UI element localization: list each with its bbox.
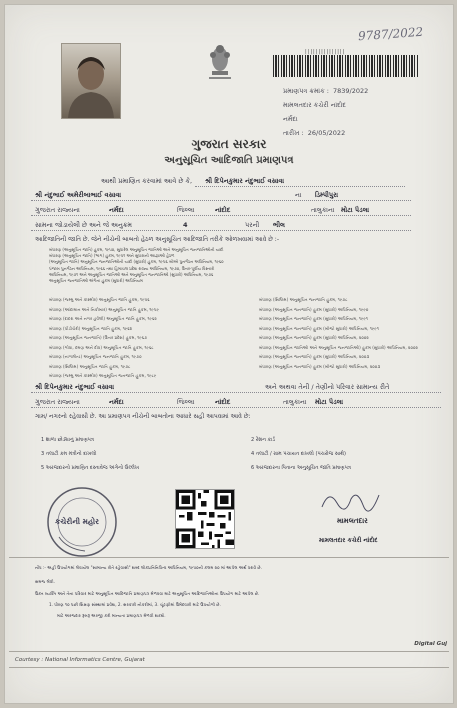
tribe-name: ભીલ	[273, 221, 285, 229]
courtesy: Courtesy : National Informatics Centre, Gujarat	[15, 657, 145, 663]
note-3: ઉક્ત વ્યક્તિ અને તેના પરિવાર માટે અનુસૂચિત આદિજાતિ પ્રમાણપત્ર મેળવવા માટે અનુસૂચિત આદિજાતિઓના ઉપયોગ માટે આપેલ છે.	[35, 591, 260, 596]
emblem-icon	[203, 39, 237, 85]
resident-name: શ્રી દિપેનકુમાર નંદુભાઈ વસાવા	[35, 383, 115, 391]
line1-pre: આથી પ્રમાણિત કરવામાં આવે છે કે,	[101, 177, 193, 185]
applicant-photo	[61, 43, 121, 119]
note-5: માટે અરજદાર રૂબરૂ અરજી કરી માન્યતા પ્રમાણપત્ર મેળવી શકશે.	[57, 613, 166, 618]
cert-number: પ્રમાણપત્ર ક્રમાંક : 7839/2022	[283, 87, 369, 95]
certificate-sheet: 9787/2022 ||||||||||||||| પ્રમાણપત્ર ક્રમાંક : 7839/2022 મામલતદાર કચેરી નાંદોદ નર્મદા તારીખ : 26/05/2022 ગુજરાત સરકાર અનુસૂચિત આદિજાતિ પ્રમાણપત્ર આથી પ્રમાણિત કરવામાં આવે છે કે, શ્રી દિપેનકુમાર નંદુભાઈ વસાવા શ્રી નંદુભાઈ અમેરીબાભાઈ વસાવા ના ડિમ્પીપુરા ગુજરાત રાજ્યના નર્મદા જિલ્લા નાંદોદ તાલુકાના મોટા પૈડલા સામના જોડાયેલી છે અને જે અનુક્રમ 4 પરની ભીલ આદિજાતિની જાતિ છે. જેને નીચેની બાબતો હેઠળ અનુસૂચિત આદિજાતિ તરીકે ઓળખવામાં આવે છે :- બંધારણ (અનુસૂચિત જાતિ) હુકમ, ૧૯૫૦, સુધારેલ અનુસૂચિત જાતિઓ અને અનુસૂચિત જનજાતિઓની યાદી બંધારણ (અનુસૂચિત જાતિ) (ભાગ) હુકમ, ૧૯૫૧ અને સુધારાની આજ્ઞાઓ હેઠળ (અનુસૂચિત જાતિ) અનુસૂચિત જનજાતિઓની યાદી (સુધારો) હુકમ, ૧૯૫૬ બોમ્બે પુનર્ગઠન અધિનિયમ, ૧૯૬૦ પંજાબ પુનર્ગઠન અધિનિયમ, ૧૯૬૬ તથા હિમાચલ પ્રદેશ રાજ્ય અધિનિયમ, ૧૯૭૦, ઉત્તર-પૂર્વીય વિસ્તારો અધિનિયમ, ૧૯૭૧ અને અનુસૂચિત જાતિઓ અને અનુસૂચિત જનજાતિઓ (સુધારો) અધિનિયમ, ૧૯૭૬ અનુસૂચિત જનજાતિઓ અંગેના હુકમ (સુધારો) અધિનિયમ બંધારણ (જમ્મુ અને કાશ્મીર) અનુસૂચિત જાતિ હુકમ, ૧૯૫૬ બંધારણ (આંદામાન અને નિકોબાર) અનુસૂચિત જાતિ હુકમ, ૧૯૫૯ બંધારણ (દાદરા અને નગર હવેલી) અનુસૂચિત જાતિ હુકમ, ૧૯૬૨ બંધારણ (પોંડીચેરી) અનુસૂચિત જાતિ હુકમ, ૧૯૬૪ બંધારણ (અનુસૂચિત જનજાતિ) (ઉત્તર પ્રદેશ) હુકમ, ૧૯૬૭ બંધારણ (ગોવા, દમણ અને દીવ) અનુસૂચિત જાતિ હુકમ, ૧૯૬૮ બંધારણ (નાગાલેન્ડ) અનુસૂચિત જનજાતિ હુકમ, ૧૯૭૦ બંધારણ (સિક્કિમ) અનુસૂચિત જાતિ હુકમ, ૧૯૭૮ બંધારણ (જમ્મુ અને કાશ્મીર) અનુસૂચિત જનજાતિ હુકમ, ૧૯૮૯ બંધારણ (સિક્કિમ) અનુસૂચિત જનજાતિ હુકમ, ૧૯૭૮ બંધારણ (અનુસૂચિત જનજાતિ) હુકમ (સુધારો) અધિનિયમ, ૧૯૯૦ બંધારણ (અનુસૂચિત જનજાતિ) હુકમ (સુધારો) અધિનિયમ, ૧૯૯૧ બંધારણ (અનુસૂચિત જનજાતિ) હુકમ (બીજો સુધારો) અધિનિયમ, ૧૯૯૧ બંધારણ (અનુસૂચિત જનજાતિ) હુકમ (સુધારો) અધિનિયમ, ૨૦૦૨ બંધારણ (અનુસૂચિત જાતિઓ અને અનુસૂચિત જનજાતિઓ) હુકમ (સુધારો) અધિનિયમ, ૨૦૦૨ બંધારણ (અનુસૂચિત જનજાતિ) હુકમ (સુધારો) અધિનિયમ, ૨૦૦૩ બંધારણ (અનુસૂચિત જનજાતિ) હુકમ (બીજો સુધારો) અધિનિયમ, ૨૦૦૩ શ્રી દિપેનકુમાર નંદુભાઈ વસાવા અને અથવા તેની / તેણીનો પરિવાર સામાન્ય રીતે ગુજરાત રાજ્યના નર્મદા જિલ્લા નાંદોદ તાલુકાના મોટા પૈડલા ગામ/ નગરનો રહેવાસી છે. આ પ્રમાણપત્ર નીચેની બાબતોના આધારે સહી આપવામાં આવે છે: 1 શાળા છોડ્યાનું પ્રમાણપત્ર 2 રેશન કાર્ડ 3 તલાટી કમ મંત્રીનો દાખલો 4 તલાટી / ગ્રામ પંચાયત દાખલો (પંચરોજ સાથે) 5 અરજદારનો પ્રમાણિત દસ્તાવેજ અંગેનો ઉલ્લેખ 6 અરજદારના પિતાના અનુસૂચિત જાતિ પ્રમાણપત્ર કચેરીની મહોર મામલતદાર મામલતદાર કચેરી નાંદોદ નોંધ :- અહીં ઉપયોગમાં લેવાયેલ "સામાન્ય રીતે રહેવાસી" શબ્દ લોકપ્રતિનિધિત્વ અધિનિયમ, ૧૯૫૦ની કલમ ૨૦ માં આપેલ અર્થ ધરાવે છે. સમજ લેવી. ઉક્ત વ્યક્તિ અને તેના પરિવાર માટે અનુસૂચિત આદિજાતિ પ્રમાણપત્ર મેળવવા માટે અનુસૂચિત આદિજાતિઓના ઉપયોગ માટે આપેલ છે. 1. ધોરણ ૧૦ પછી શિક્ષણ સંસ્થામાં પ્રવેશ, 2. સરકારી નોકરીમાં, 3. ચૂંટણીમાં ઉમેદવારી માટે ઉપયોગી છે. માટે અરજદાર રૂબરૂ અરજી કરી માન્યતા પ્રમાણપત્ર મેળવી શકશે. Digital Guj Courtesy : National Informatics Centre, Gujarat	[4, 4, 454, 704]
qr-code	[175, 489, 235, 549]
basis-1: 1 શાળા છોડ્યાનું પ્રમાણપત્ર	[41, 437, 94, 443]
note-2: સમજ લેવી.	[35, 579, 55, 584]
certificate-title: અનુસૂચિત આદિજાતિ પ્રમાણપત્ર	[164, 155, 294, 166]
issue-date: તારીખ : 26/05/2022	[283, 129, 346, 137]
barcode-number: |||||||||||||||	[305, 49, 346, 55]
resident-district: નાંદોદ	[215, 398, 231, 406]
resident-state: નર્મદા	[109, 398, 124, 406]
signatory-office: મામલતદાર કચેરી નાંદોદ	[319, 537, 378, 544]
resident-tail: ગામ/ નગરનો રહેવાસી છે. આ પ્રમાણપત્ર નીચેની બાબતોના આધારે સહી આપવામાં આવે છે:	[35, 413, 251, 420]
signature	[317, 483, 387, 515]
orders-right-list: બંધારણ (સિક્કિમ) અનુસૂચિત જનજાતિ હુકમ, ૧૯૭૮ બંધારણ (અનુસૂચિત જનજાતિ) હુકમ (સુધારો) અધિનિયમ, ૧૯૯૦ બંધારણ (અનુસૂચિત જનજાતિ) હુકમ (સુધારો) અધિનિયમ, ૧૯૯૧ બંધારણ (અનુસૂચિત જનજાતિ) હુકમ (બીજો સુધારો) અધિનિયમ, ૧૯૯૧ બંધારણ (અનુસૂચિત જનજાતિ) હુકમ (સુધારો) અધિનિયમ, ૨૦૦૨ બંધારણ (અનુસૂચિત જાતિઓ અને અનુસૂચિત જનજાતિઓ) હુકમ (સુધારો) અધિનિયમ, ૨૦૦૨ બંધારણ (અનુસૂચિત જનજાતિ) હુકમ (સુધારો) અધિનિયમ, ૨૦૦૩ બંધારણ (અનુસૂચિત જનજાતિ) હુકમ (બીજો સુધારો) અધિનિયમ, ૨૦૦૩	[259, 297, 418, 369]
district: નાંદોદ	[215, 206, 231, 214]
handwritten-number: 9787/2022	[357, 24, 424, 44]
digital-gujarat: Digital Guj	[414, 641, 447, 647]
basis-5: 5 અરજદારનો પ્રમાણિત દસ્તાવેજ અંગેનો ઉલ્લેખ	[41, 465, 139, 471]
basis-6: 6 અરજદારના પિતાના અનુસૂચિત જાતિ પ્રમાણપત્ર	[251, 465, 351, 471]
orders-left-list: બંધારણ (જમ્મુ અને કાશ્મીર) અનુસૂચિત જાતિ હુકમ, ૧૯૫૬ બંધારણ (આંદામાન અને નિકોબાર) અનુસૂચિત જાતિ હુકમ, ૧૯૫૯ બંધારણ (દાદરા અને નગર હવેલી) અનુસૂચિત જાતિ હુકમ, ૧૯૬૨ બંધારણ (પોંડીચેરી) અનુસૂચિત જાતિ હુકમ, ૧૯૬૪ બંધારણ (અનુસૂચિત જનજાતિ) (ઉત્તર પ્રદેશ) હુકમ, ૧૯૬૭ બંધારણ (ગોવા, દમણ અને દીવ) અનુસૂચિત જાતિ હુકમ, ૧૯૬૮ બંધારણ (નાગાલેન્ડ) અનુસૂચિત જનજાતિ હુકમ, ૧૯૭૦ બંધારણ (સિક્કિમ) અનુસૂચિત જાતિ હુકમ, ૧૯૭૮ બંધારણ (જમ્મુ અને કાશ્મીર) અનુસૂચિત જનજાતિ હુકમ, ૧૯૮૯	[49, 297, 160, 378]
barcode	[273, 55, 419, 77]
note-1: નોંધ :- અહીં ઉપયોગમાં લેવાયેલ "સામાન્ય રીતે રહેવાસી" શબ્દ લોકપ્રતિનિધિત્વ અધિનિયમ, ૧૯૫૦ની કલમ ૨૦ માં આપેલ અર્થ ધરાવે છે.	[35, 565, 263, 570]
note-4: 1. ધોરણ ૧૦ પછી શિક્ષણ સંસ્થામાં પ્રવેશ, 2. સરકારી નોકરીમાં, 3. ચૂંટણીમાં ઉમેદવારી માટે ઉપયોગી છે.	[49, 602, 221, 607]
father-name: શ્રી નંદુભાઈ અમેરીબાભાઈ વસાવા	[35, 191, 122, 199]
order-line: આદિજાતિની જાતિ છે. જેને નીચેની બાબતો હેઠળ અનુસૂચિત આદિજાતિ તરીકે ઓળખવામાં આવે છે :-	[35, 236, 279, 243]
gov-title: ગુજરાત સરકાર	[191, 137, 267, 151]
basis-2: 2 રેશન કાર્ડ	[251, 437, 276, 443]
holder-name: શ્રી દિપેનકુમાર નંદુભાઈ વસાવા	[205, 177, 285, 185]
basis-3: 3 તલાટી કમ મંત્રીનો દાખલો	[41, 451, 97, 457]
place: નર્મદા	[283, 115, 298, 123]
seal-text: કચેરીની મહોર	[55, 517, 100, 526]
taluka: મોટા પૈડલા	[341, 206, 370, 214]
issuing-office: મામલતદાર કચેરી નાંદોદ	[283, 101, 347, 109]
orders-block: બંધારણ (અનુસૂચિત જાતિ) હુકમ, ૧૯૫૦, સુધારેલ અનુસૂચિત જાતિઓ અને અનુસૂચિત જનજાતિઓની યાદી બંધારણ (અનુસૂચિત જાતિ) (ભાગ) હુકમ, ૧૯૫૧ અને સુધારાની આજ્ઞાઓ હેઠળ (અનુસૂચિત જાતિ) અનુસૂચિત જનજાતિઓની યાદી (સુધારો) હુકમ, ૧૯૫૬ બોમ્બે પુનર્ગઠન અધિનિયમ, ૧૯૬૦ પંજાબ પુનર્ગઠન અધિનિયમ, ૧૯૬૬ તથા હિમાચલ પ્રદેશ રાજ્ય અધિનિયમ, ૧૯૭૦, ઉત્તર-પૂર્વીય વિસ્તારો અધિનિયમ, ૧૯૭૧ અને અનુસૂચિત જાતિઓ અને અનુસૂચિત જનજાતિઓ (સુધારો) અધિનિયમ, ૧૯૭૬ અનુસૂચિત જનજાતિઓ અંગેના હુકમ (સુધારો) અધિનિયમ	[49, 247, 224, 284]
signatory-title: મામલતદાર	[337, 517, 368, 525]
state-district: નર્મદા	[109, 206, 124, 214]
resident-taluka: મોટા પૈડલા	[315, 398, 344, 406]
village: ડિમ્પીપુરા	[315, 191, 339, 199]
tribe-serial: 4	[183, 221, 188, 229]
basis-4: 4 તલાટી / ગ્રામ પંચાયત દાખલો (પંચરોજ સાથે)	[251, 451, 346, 457]
